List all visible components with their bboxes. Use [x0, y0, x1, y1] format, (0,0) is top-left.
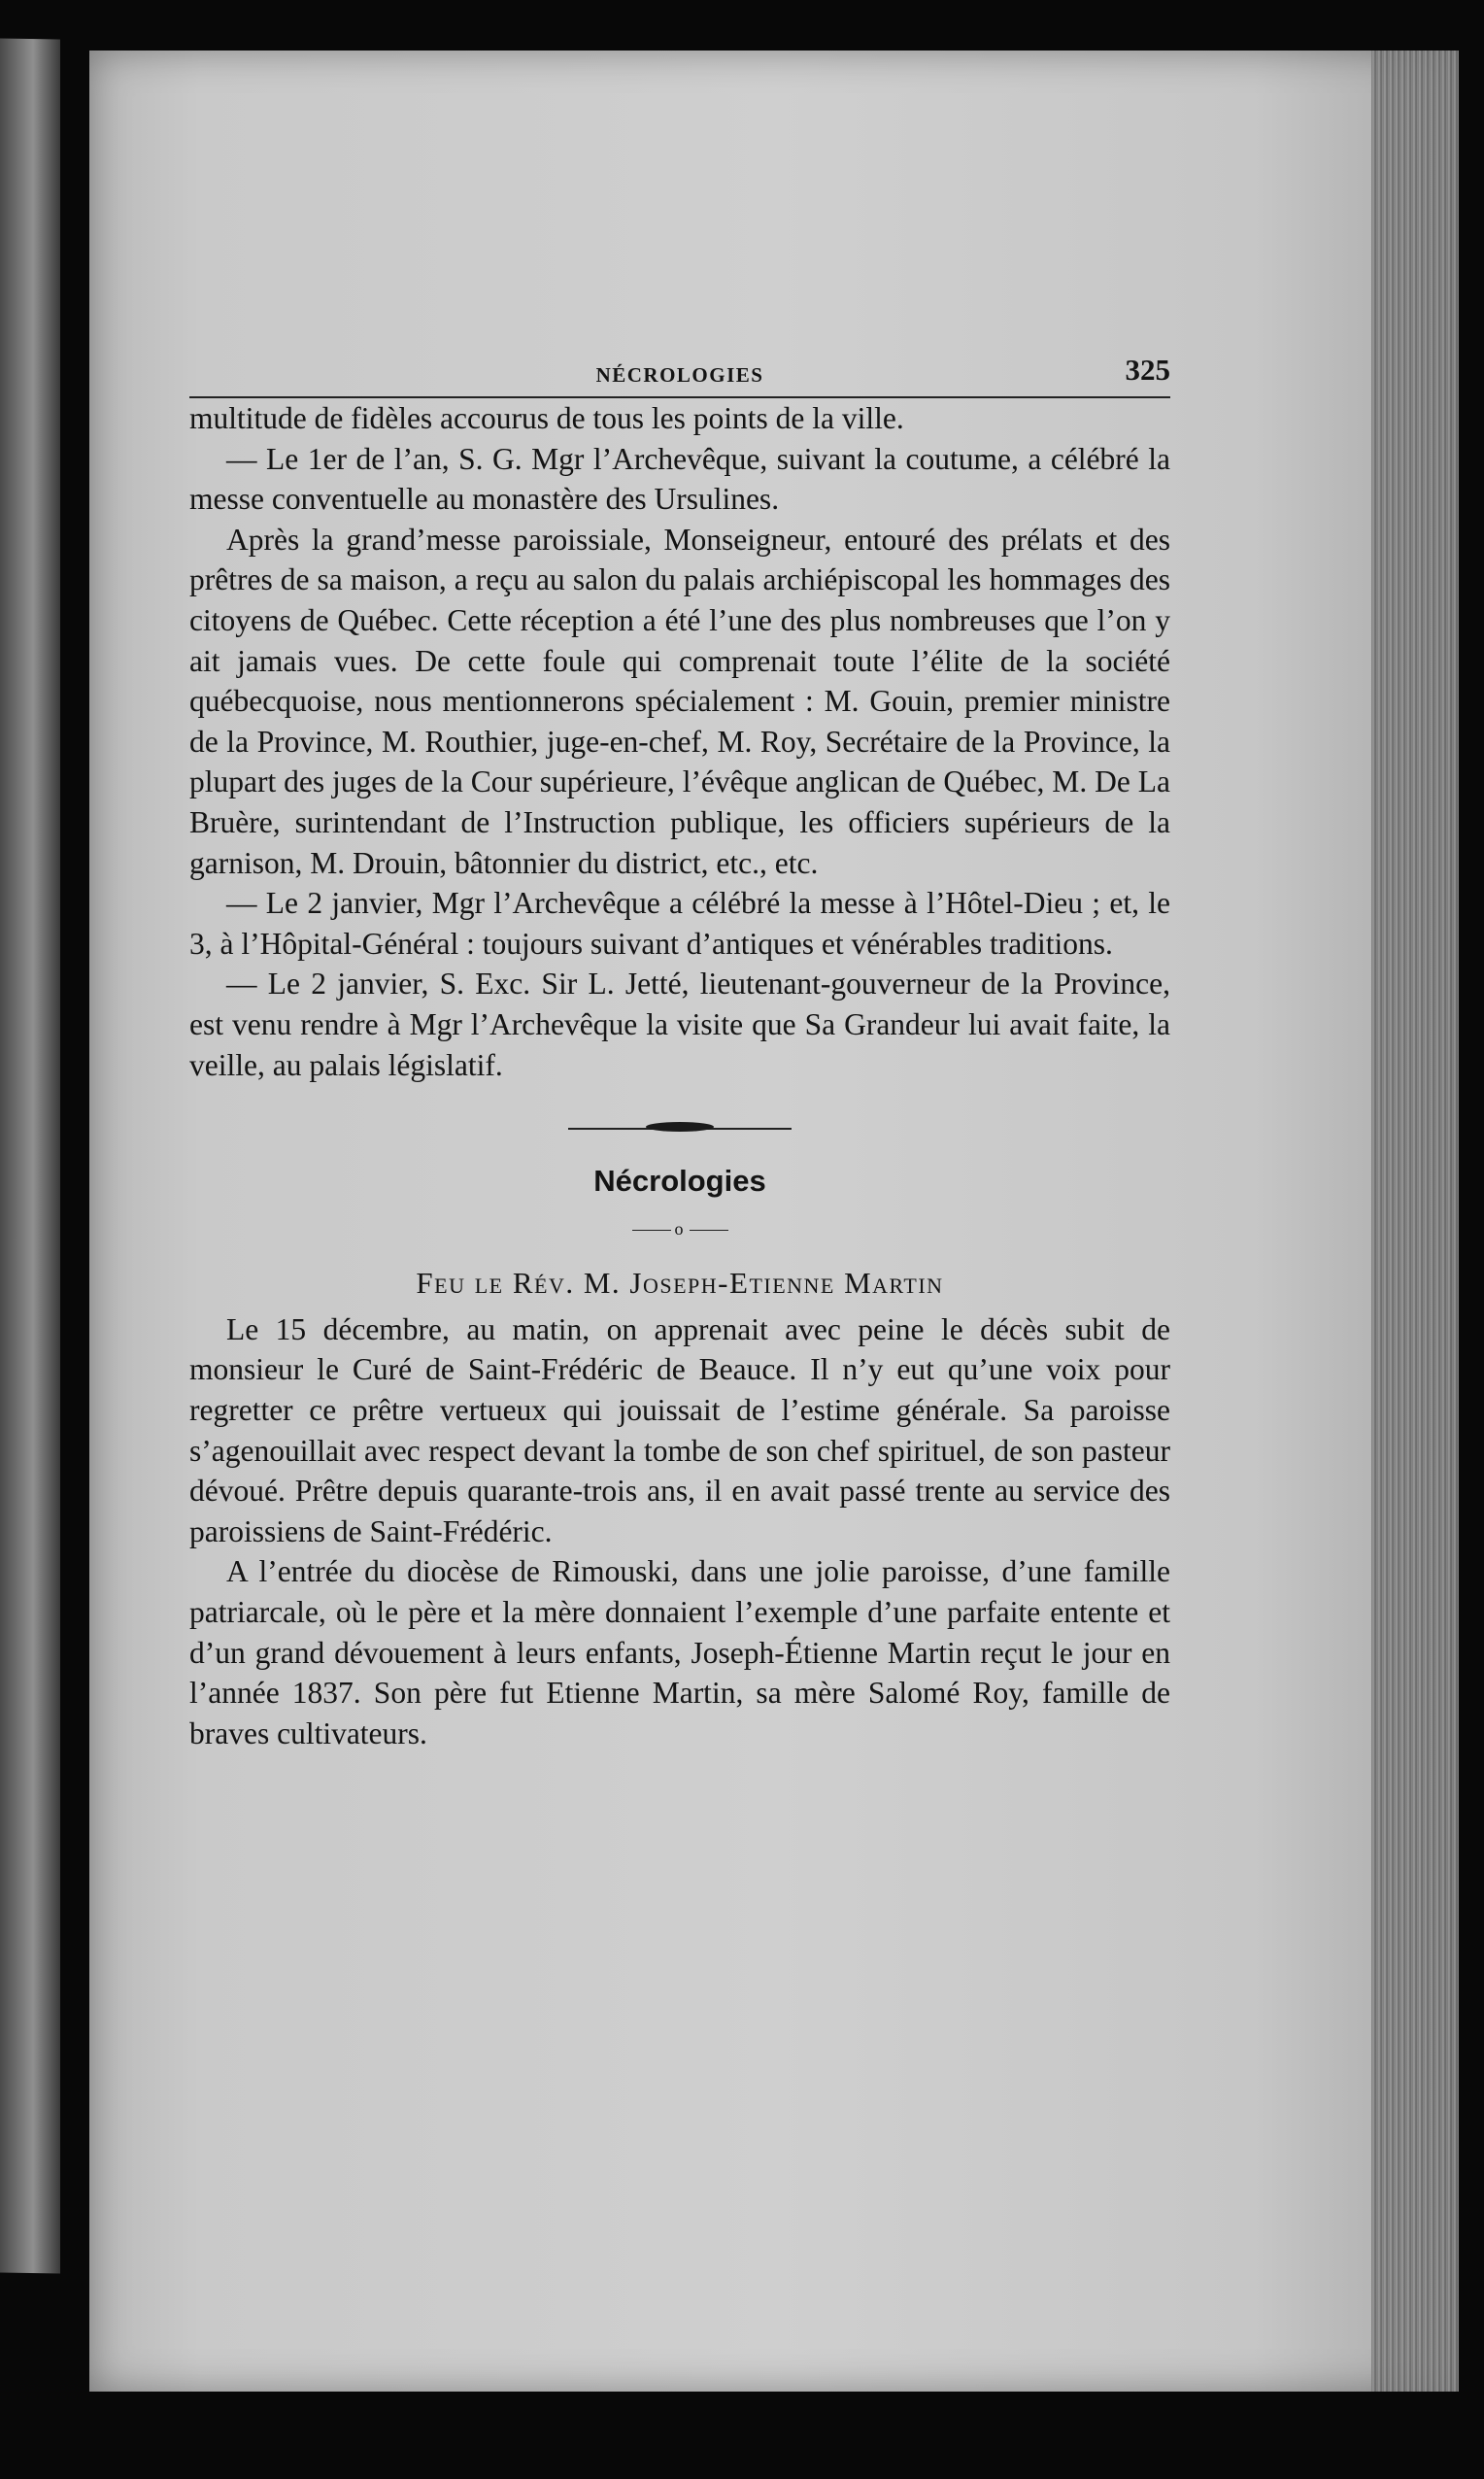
paragraph: — Le 1er de l’an, S. G. Mgr l’Archevêque, suivant la coutume, a célébré la messe conventuelle au monastère des Ursulines.: [189, 441, 1170, 517]
obituary-title: Feu le Rév. M. Joseph-Etienne Martin: [416, 1266, 944, 1301]
section-heading: Nécrologies: [593, 1164, 766, 1199]
ornament-flourish: [646, 1122, 714, 1132]
paragraph: multitude de fidèles accourus de tous les points de la ville.: [189, 401, 904, 435]
paragraph: — Le 2 janvier, S. Exc. Sir L. Jetté, lieutenant-gouverneur de la Province, est venu rendre à Mgr l’Archevêque la visite que Sa Grandeur lui avait faite, la veille, au palais législatif.: [189, 967, 1170, 1082]
page-stack-edge: [1371, 51, 1459, 2392]
paragraph: A l’entrée du diocèse de Rimouski, dans une jolie paroisse, d’une famille patriarcale, où le père et la mère donnaient l’exemple d’une parfaite entente et d’un grand dévouement à leurs enfants, Joseph-Étienne Martin reçut le jour en l’année 1837. Son père fut Etienne Martin, sa mère Salomé Roy, famille de braves cultivateurs.: [189, 1554, 1170, 1750]
page-text-block: [189, 350, 1170, 1753]
paragraph: Le 15 décembre, au matin, on apprenait avec peine le décès subit de monsieur le Curé de Saint-Frédéric de Beauce. Il n’y eut qu’une voix pour regretter ce prêtre vertueux qui jouissait de l’estime générale. Sa paroisse s’agenouillait avec respect devant la tombe de son chef spirituel, de son pasteur dévoué. Prêtre depuis quarante-trois ans, il en avait passé trente au service des paroissiens de Saint-Frédéric.: [189, 1311, 1170, 1548]
previous-page-edge: [0, 38, 60, 2273]
divider-glyph: o: [674, 1218, 686, 1239]
running-title: NÉCROLOGIES: [595, 363, 764, 387]
page-number: 325: [1125, 353, 1170, 387]
paragraph: Après la grand’messe paroissiale, Monseigneur, entouré des prélats et des prêtres de sa maison, a reçu au salon du palais archiépiscopal les hommages des citoyens de Québec. Cette réception a été l’une des plus nombreuses que l’on y ait jamais vues. De cette foule qui comprenait toute l’élite de la société québecquoise, nous mentionnerons spécialement : M. Gouin, premier ministre de la Province, M. Routhier, juge-en-chef, M. Roy, Secrétaire de la Province, la plupart des juges de la Cour supérieure, l’évêque anglican de Québec, M. De La Bruère, surintendant de l’Instruction publique, les officiers supérieurs de la garnison, M. Drouin, bâtonnier du district, etc., etc.: [189, 522, 1170, 880]
page-header: [189, 350, 1170, 398]
ornamental-divider: [568, 1128, 792, 1136]
paragraph: — Le 2 janvier, Mgr l’Archevêque a célébré la messe à l’Hôtel-Dieu ; et, le 3, à l’Hôpital-Général : toujours suivant d’antiques et vénérables traditions.: [189, 886, 1170, 961]
small-divider: [189, 1209, 1170, 1250]
